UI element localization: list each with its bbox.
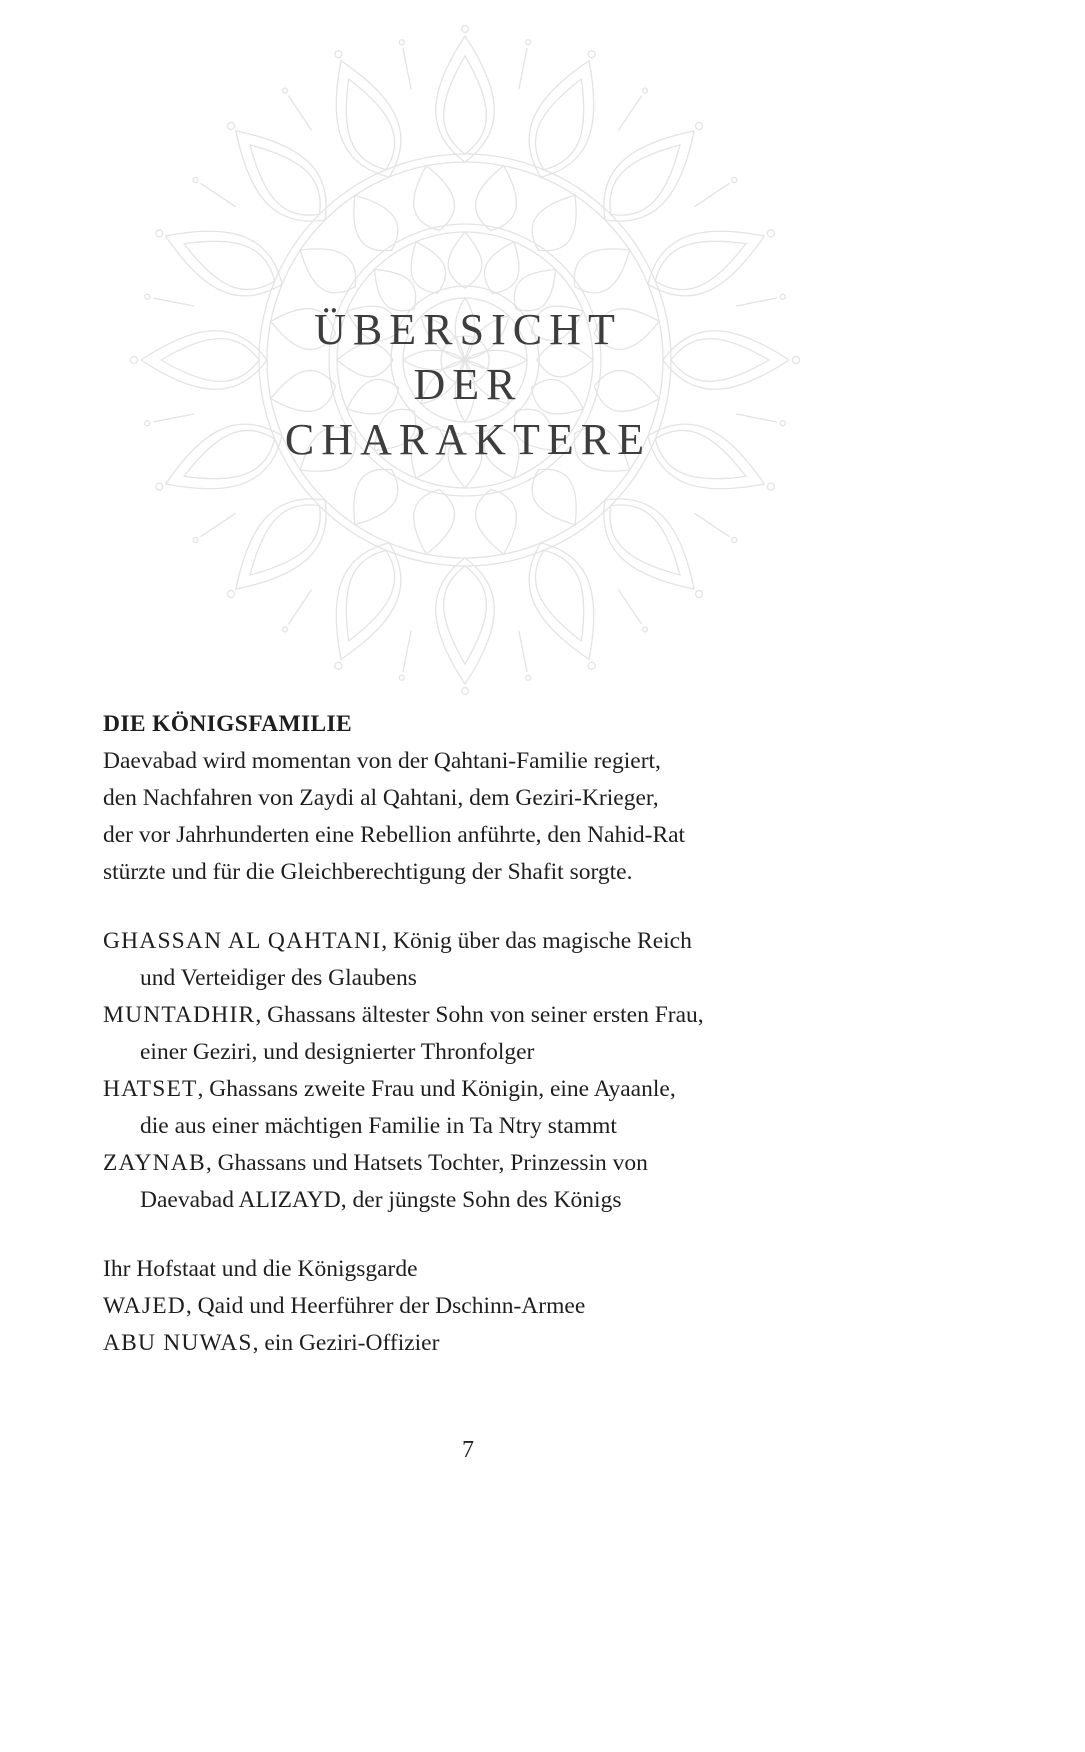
character-name: MUNTADHIR [103, 1002, 256, 1028]
character-continuation-line: die aus einer mächtigen Familie in Ta Ntry stammt [140, 1113, 617, 1139]
character-name: ABU NUWAS [103, 1330, 253, 1356]
page-number: 7 [462, 1437, 474, 1463]
chapter-title-line-3: CHARAKTERE [284, 415, 652, 464]
character-continuation-line: Daevabad ALIZAYD, der jüngste Sohn des Königs [140, 1187, 622, 1213]
character-entry-line [103, 997, 983, 1034]
section-heading: DIE KÖNIGSFAMILIE [103, 711, 353, 737]
character-name: GHASSAN AL QAHTANI [103, 928, 382, 954]
chapter-title-line-2: DER [413, 360, 523, 409]
character-list [103, 923, 983, 1219]
intro-line: der vor Jahrhunderten eine Rebellion anführte, den Nahid-Rat [103, 822, 686, 848]
character-continuation-line: einer Geziri, und designierter Thronfolger [140, 1039, 535, 1065]
character-entry-line [103, 1145, 983, 1182]
character-entry [103, 1145, 983, 1219]
intro-line: stürzte und für die Gleichberechtigung der Shafit sorgte. [103, 859, 633, 885]
character-description: , Ghassans ältester Sohn von seiner ersten Frau, [255, 1002, 704, 1028]
character-description: , Ghassans zweite Frau und Königin, eine Ayaanle, [197, 1076, 676, 1102]
character-name: HATSET [103, 1076, 198, 1102]
court-section [103, 1251, 983, 1362]
character-continuation-line: und Verteidiger des Glaubens [140, 965, 417, 991]
character-description: , ein Geziri-Offizier [252, 1330, 440, 1356]
chapter-title [103, 302, 833, 467]
intro-line: Daevabad wird momentan von der Qahtani-Familie regiert, [103, 748, 661, 774]
page-body [103, 706, 983, 1362]
character-name: ZAYNAB [103, 1150, 206, 1176]
character-description: , Qaid und Heerführer der Dschinn-Armee [185, 1293, 586, 1319]
character-entry [103, 997, 983, 1071]
character-entry [103, 923, 983, 997]
character-entry-line [103, 923, 983, 960]
character-entry [103, 1071, 983, 1145]
court-intro: Ihr Hofstaat und die Königsgarde [103, 1256, 418, 1282]
intro-line: den Nachfahren von Zaydi al Qahtani, dem Geziri-Krieger, [103, 785, 659, 811]
character-name: WAJED [103, 1293, 186, 1319]
character-description: , König über das magische Reich [381, 928, 692, 954]
chapter-title-line-1: ÜBERSICHT [314, 305, 622, 354]
character-description: , Ghassans und Hatsets Tochter, Prinzessin von [205, 1150, 648, 1176]
character-entry-line [103, 1071, 983, 1108]
court-member [103, 1288, 983, 1325]
court-member [103, 1325, 983, 1362]
royal-family-intro [103, 743, 983, 891]
